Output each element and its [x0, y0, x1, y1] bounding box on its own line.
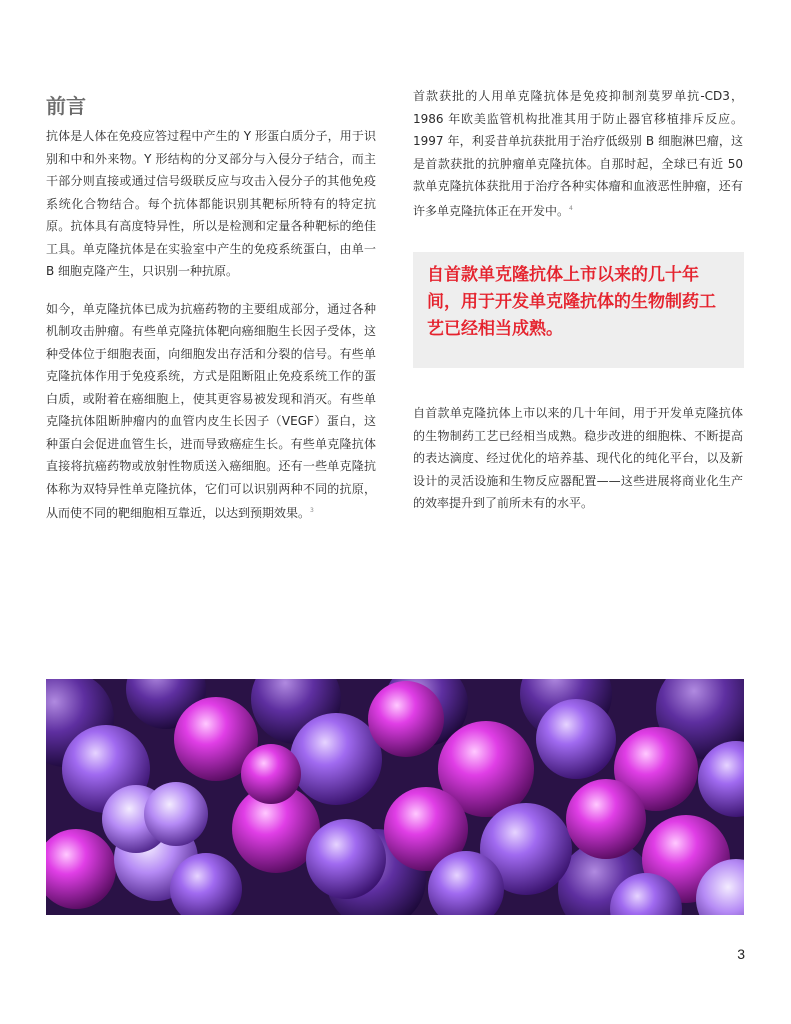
history-paragraph-text: 首款获批的人用单克隆抗体是免疫抑制剂莫罗单抗-CD3，1986 年欧美监管机构批准其用于防止器官移植排斥反应。1997 年，利妥昔单抗获批用于治疗低级别 B 细胞淋巴瘤，这是首款获批的抗肿瘤单克隆抗体。自那时起，全球已有近 50 款单克隆抗体获批用于治疗各种实体瘤和血液恶性肿瘤，还有许多单克隆抗体正在开发中。: [413, 89, 743, 218]
page-title: 前言: [46, 94, 86, 118]
intro-paragraph-2: [46, 298, 376, 525]
intro-paragraph-1: [46, 125, 376, 283]
intro-paragraph-2-text: 如今，单克隆抗体已成为抗癌药物的主要组成部分，通过各种机制攻击肿瘤。有些单克隆抗体靶向癌细胞生长因子受体，这种受体位于细胞表面，向细胞发出存活和分裂的信号。有些单克隆抗体作用于免疫系统，方式是阻断阻止免疫系统工作的蛋白质，或附着在癌细胞上，使其更容易被发现和消灭。有些单克隆抗体阻断肿瘤内的血管内皮生长因子（VEGF）蛋白，这种蛋白会促进血管生长，进而导致癌症生长。有些单克隆抗体直接将抗癌药物或放射性物质送入癌细胞。还有一些单克隆抗体称为双特异性单克隆抗体，它们可以识别两种不同的抗原，从而使不同的靶细胞相互靠近，以达到预期效果。: [46, 301, 376, 520]
pull-quote-text: 自首款单克隆抗体上市以来的几十年间，用于开发单克隆抗体的生物制药工艺已经相当成熟。: [427, 265, 716, 339]
cell-cluster-image: [46, 679, 744, 915]
left-column: [46, 125, 376, 525]
right-column-bottom: [413, 402, 743, 515]
intro-paragraph-1-text: 抗体是人体在免疫应答过程中产生的 Y 形蛋白质分子，用于识别和中和外来物。Y 形结构的分叉部分与入侵分子结合，而主干部分则直接或通过信号级联反应与攻击入侵分子的其他免疫系统化合物结合。每个抗体都能识别其靶标所特有的特定抗原。抗体具有高度特异性，所以是检测和定量各种靶标的绝佳工具。单克隆抗体是在实验室中产生的免疫系统蛋白，由单一 B 细胞克隆产生，只识别一种抗原。: [46, 129, 376, 278]
footnote-ref-3[interactable]: 3: [310, 507, 314, 514]
page-number: 3: [737, 946, 745, 962]
right-column-top: [413, 85, 743, 222]
history-paragraph: [413, 85, 743, 222]
process-paragraph: 自首款单克隆抗体上市以来的几十年间，用于开发单克隆抗体的生物制药工艺已经相当成熟。稳步改进的细胞株、不断提高的表达滴度、经过优化的培养基、现代化的纯化平台，以及新设计的灵活设施和生物反应器配置——这些进展将商业化生产的效率提升到了前所未有的水平。: [413, 406, 743, 510]
pull-quote-box: [413, 252, 744, 368]
footnote-ref-4[interactable]: 4: [569, 204, 573, 212]
cell-cluster-illustration: [46, 679, 744, 915]
